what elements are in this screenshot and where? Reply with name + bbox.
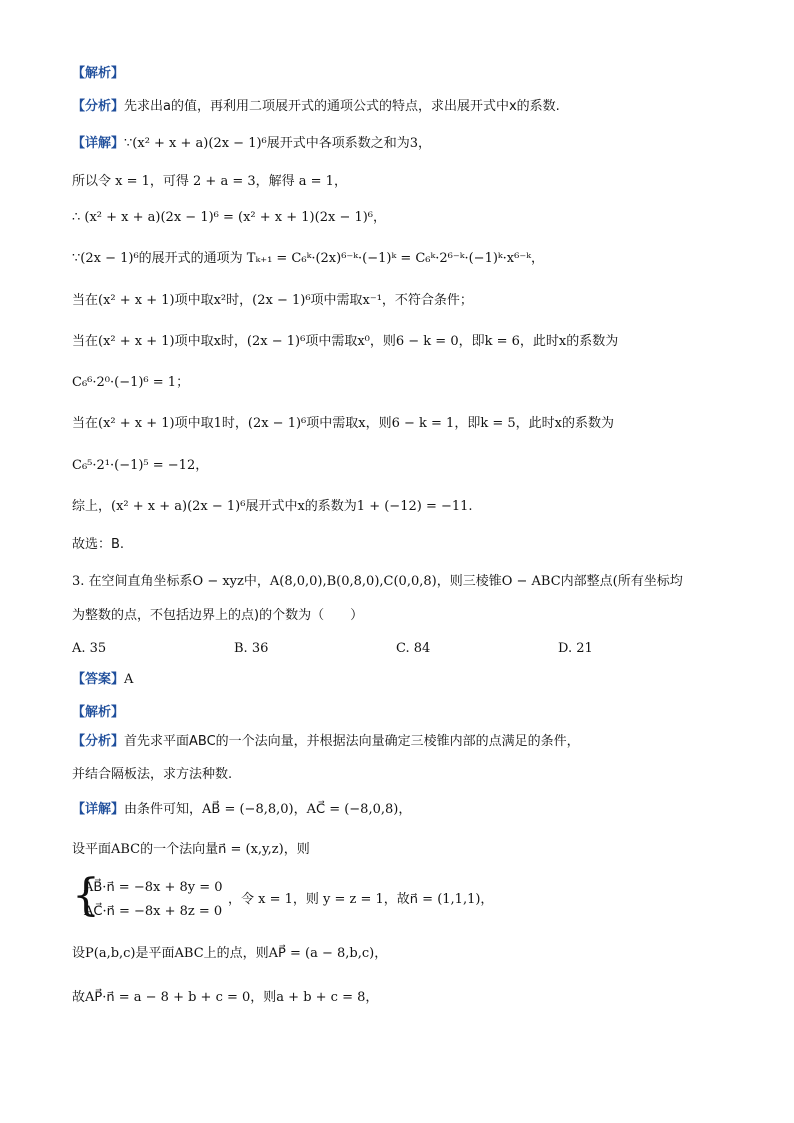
section-tag: 【详解】 (72, 802, 125, 817)
detail-line-9: C₆⁵·2¹·(−1)⁵ = −12， (72, 458, 209, 473)
section-tag: 【解析】 (72, 66, 125, 81)
section-tag: 【分析】 (72, 99, 125, 114)
option-c: C. 84 (396, 641, 431, 656)
detail-line-7: C₆⁶·2⁰·(−1)⁶ = 1； (72, 375, 190, 390)
option-b: B. 36 (234, 641, 269, 656)
line-text: ∵(x² + x + a)(2x − 1)⁶展开式中各项系数之和为3， (124, 136, 432, 151)
equation-row-1: AB⃗·n⃗ = −8x + 8y = 0 (84, 880, 223, 895)
equation-row-2: AC⃗·n⃗ = −8x + 8z = 0 (84, 904, 223, 919)
detail-line-1 (72, 134, 431, 154)
left-brace: { (72, 870, 100, 921)
equation-tail: ，令 x = 1，则 y = z = 1，故n⃗ = (1,1,1)， (228, 892, 494, 907)
detail-line-14: 设P(a,b,c)是平面ABC上的点，则AP⃗ = (a − 8,b,c)， (72, 946, 388, 961)
line-text: 先求出a的值，再利用二项展开式的通项公式的特点，求出展开式中x的系数. (124, 99, 560, 114)
section-tag: 【解析】 (72, 705, 125, 720)
detail-line-10: 综上，(x² + x + a)(2x − 1)⁶展开式中x的系数为1 + (−12) = −11. (72, 499, 473, 514)
line-text: 首先求平面ABC的一个法向量，并根据法向量确定三棱锥内部的点满足的条件， (124, 734, 580, 749)
section-header-analysis-2 (72, 703, 124, 723)
detail-line-5: 当在(x² + x + 1)项中取x²时，(2x − 1)⁶项中需取x⁻¹，不符合条件； (72, 293, 473, 308)
detail-line-8: 当在(x² + x + 1)项中取1时，(2x − 1)⁶项中需取x，则6 − k = 1，即k = 5，此时x的系数为 (72, 416, 614, 431)
section-tag: 【分析】 (72, 734, 125, 749)
analysis-line (72, 97, 560, 117)
detail-line-6: 当在(x² + x + 1)项中取x时，(2x − 1)⁶项中需取x⁰，则6 − k = 0，即k = 6，此时x的系数为 (72, 334, 619, 349)
detail-line-15: 故AP⃗·n⃗ = a − 8 + b + c = 0，则a + b + c = 8， (72, 990, 379, 1005)
detail-line-4: ∵(2x − 1)⁶的展开式的通项为 Tₖ₊₁ = C₆ᵏ·(2x)⁶⁻ᵏ·(−1)ᵏ = C₆ᵏ·2⁶⁻ᵏ·(−1)ᵏ·x⁶⁻ᵏ， (72, 251, 544, 266)
section-tag: 【答案】 (72, 672, 125, 687)
analysis-line-2-cont: 并结合隔板法，求方法种数. (72, 767, 233, 782)
answer-line (72, 670, 133, 690)
option-a: A. 35 (72, 641, 107, 656)
option-d: D. 21 (558, 641, 593, 656)
section-tag: 【详解】 (72, 136, 125, 151)
section-header-analysis (72, 64, 124, 84)
answer-value: A (124, 672, 134, 687)
equation-system (72, 870, 632, 924)
line-text: 由条件可知，AB⃗ = (−8,8,0)，AC⃗ = (−8,0,8)， (124, 802, 412, 817)
detail-line-12 (72, 800, 411, 820)
detail-line-13: 设平面ABC的一个法向量n⃗ = (x,y,z)，则 (72, 842, 310, 857)
detail-line-2: 所以令 x = 1，可得 2 + a = 3，解得 a = 1， (72, 174, 347, 189)
analysis-line-2 (72, 732, 580, 752)
question-3-stem: 3. 在空间直角坐标系O − xyz中，A(8,0,0),B(0,8,0),C(0,0,8)，则三棱锥O − ABC内部整点(所有坐标均 (72, 574, 683, 589)
question-3-stem-cont: 为整数的点，不包括边界上的点)的个数为（ ） (72, 608, 364, 623)
detail-line-11: 故选：B. (72, 537, 125, 552)
detail-line-3: ∴ (x² + x + a)(2x − 1)⁶ = (x² + x + 1)(2x − 1)⁶， (72, 210, 387, 225)
